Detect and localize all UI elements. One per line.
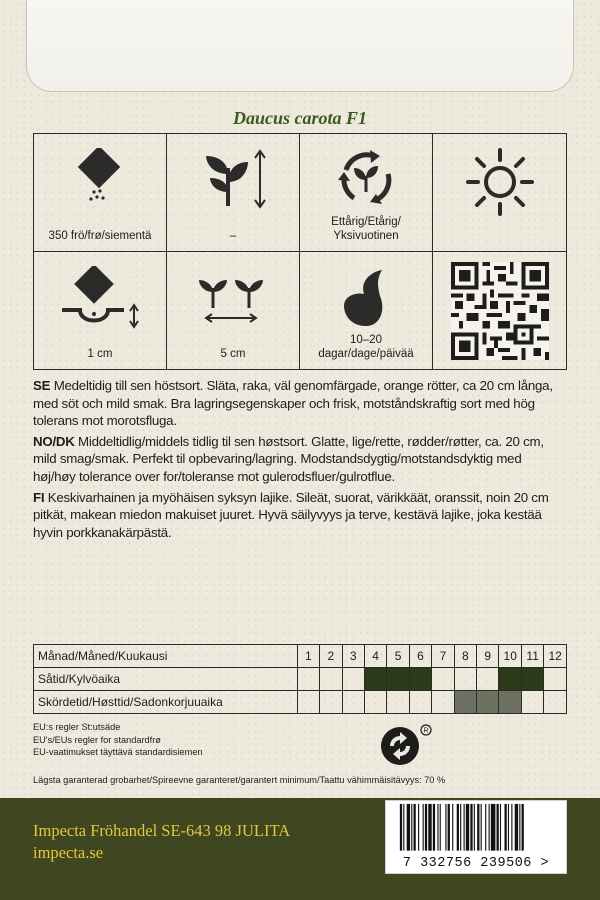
row-label-harvest: Skördetid/Høsttid/Sadonkorjuuaika	[34, 691, 298, 714]
eu-rules	[33, 721, 203, 759]
sun-icon	[462, 144, 538, 220]
cell-sun	[433, 134, 566, 252]
green-dot-recycling-icon	[380, 723, 434, 769]
plant-spacing-label: 5 cm	[220, 348, 246, 360]
calendar-header: Månad/Måned/Kuukausi	[34, 645, 298, 668]
month-header: 2	[320, 645, 342, 668]
month-cell-sow-10	[499, 668, 521, 691]
month-cell-sow-1	[297, 668, 319, 691]
seed-count-label: 350 frö/frø/siementä	[48, 229, 152, 242]
month-header: 6	[409, 645, 431, 668]
qr-code-icon[interactable]	[451, 262, 549, 360]
cell-seed-count	[34, 134, 167, 252]
germination-label-text: 10–20 dagar/dage/päivää	[318, 334, 414, 360]
description-se	[33, 377, 567, 430]
germination-label	[300, 333, 432, 361]
month-cell-har-9	[477, 691, 499, 714]
sowing-calendar	[33, 644, 567, 714]
eu-rule-line: EU's/EUs regler for standardfrø	[33, 734, 161, 745]
sowing-depth-label: 1 cm	[87, 348, 113, 360]
cell-germination	[300, 252, 433, 370]
month-header: 11	[521, 645, 543, 668]
calendar-row-sowing	[34, 668, 567, 691]
svg-text:R: R	[423, 727, 429, 735]
month-cell-sow-4	[364, 668, 386, 691]
month-cell-har-8	[454, 691, 476, 714]
month-header: 8	[454, 645, 476, 668]
month-cell-har-3	[342, 691, 364, 714]
month-header: 4	[364, 645, 386, 668]
month-cell-sow-7	[432, 668, 454, 691]
month-cell-sow-11	[521, 668, 543, 691]
cell-plant-spacing	[167, 252, 300, 370]
info-icon-grid	[33, 133, 567, 370]
calendar-header-row	[34, 645, 567, 668]
eu-rule-line: EU:s regler St:utsäde	[33, 722, 121, 732]
description-nodk-text: Middeltidlig/middels tidlig til sen høstsort. Glatte, lige/rette, rødder/røtter, ca. 20 cm, mild smag/smak. Perfekt til opbevaring/lagring. Modstandsdygtig/motstandsdyktig med høj/høy tolerance over for/toleranse mot gulerodsfluer/gulrotflue.	[33, 433, 544, 484]
month-cell-har-2	[320, 691, 342, 714]
month-cell-sow-2	[320, 668, 342, 691]
row-label-sowing: Såtid/Kylvöaika	[34, 668, 298, 691]
month-header: 1	[297, 645, 319, 668]
annual-label	[300, 215, 432, 243]
month-cell-har-1	[297, 691, 319, 714]
annual-label-text: Ettårig/Etårig/ Yksivuotinen	[331, 215, 401, 242]
month-cell-har-7	[432, 691, 454, 714]
cell-annual	[300, 134, 433, 252]
hang-hole	[26, 0, 574, 92]
company-address: Impecta Fröhandel SE-643 98 JULITA	[33, 821, 291, 840]
plant-spacing-icon	[195, 272, 271, 334]
calendar-row-harvest	[34, 691, 567, 714]
sowing-depth-icon	[58, 266, 142, 332]
month-cell-har-10	[499, 691, 521, 714]
germination-guarantee: Lägsta garanterad grobarhet/Spireevne garanteret/garantert minimum/Taattu vähimmäisitävyys: 70 %	[33, 775, 446, 785]
description-fi	[33, 489, 567, 542]
cell-plant-height	[167, 134, 300, 252]
month-cell-har-5	[387, 691, 409, 714]
month-cell-har-11	[521, 691, 543, 714]
lang-code-fi: FI	[33, 489, 45, 505]
month-cell-sow-6	[409, 668, 431, 691]
lang-code-nodk: NO/DK	[33, 433, 75, 449]
seed-packet-icon	[70, 148, 130, 208]
month-cell-har-6	[409, 691, 431, 714]
company-website[interactable]: impecta.se	[33, 843, 104, 862]
month-header: 3	[342, 645, 364, 668]
eu-rule-line: EU-vaatimukset täyttävä standardisiemen	[33, 747, 203, 757]
month-header: 5	[387, 645, 409, 668]
description-fi-text: Keskivarhainen ja myöhäisen syksyn lajike. Sileät, suorat, värikkäät, oranssit, noin 20 cm pitkät, makean miedon makuiset juuret. Hyvä säilyvyys ja terve, kestävä lajike, joka kestää hyvin porkkanakärpästä.	[33, 489, 549, 540]
plant-height-icon	[198, 148, 268, 210]
description-se-text: Medeltidig till sen höstsort. Släta, raka, väl genomfärgade, orange rötter, ca 20 cm långa, med söt och mild smak. Bra lagringsegenskaper och frisk, motståndskraftig sort med hög tolerans mot morotsfluga.	[33, 378, 553, 429]
month-cell-har-12	[544, 691, 567, 714]
lang-code-se: SE	[33, 378, 51, 393]
month-cell-sow-8	[454, 668, 476, 691]
month-header: 10	[499, 645, 521, 668]
cell-qr	[433, 252, 566, 370]
month-cell-sow-5	[387, 668, 409, 691]
month-header: 9	[477, 645, 499, 668]
germination-icon	[336, 266, 396, 328]
variety-descriptions	[33, 377, 567, 544]
cell-sowing-depth	[34, 252, 167, 370]
description-nodk	[33, 433, 567, 486]
annual-cycle-icon	[334, 148, 398, 208]
barcode-number: 7 332756 239506 >	[402, 855, 550, 871]
variety-title: Daucus carota F1	[232, 108, 367, 128]
plant-height-label: –	[229, 229, 237, 242]
month-cell-sow-3	[342, 668, 364, 691]
month-header: 7	[432, 645, 454, 668]
month-cell-sow-9	[477, 668, 499, 691]
month-cell-sow-12	[544, 668, 567, 691]
month-cell-har-4	[364, 691, 386, 714]
company-info	[33, 820, 290, 864]
month-header: 12	[544, 645, 567, 668]
